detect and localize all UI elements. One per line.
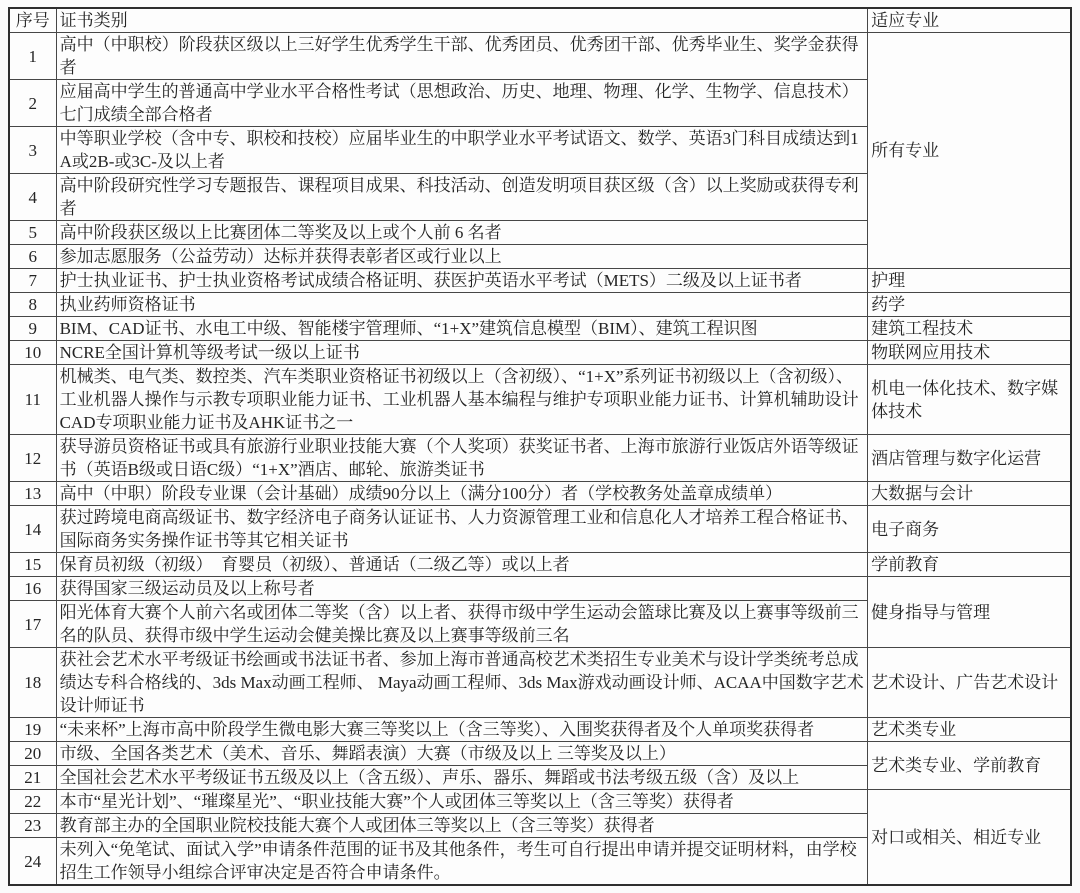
- row-number-cell: 12: [9, 435, 56, 482]
- header-cert: 证书类别: [56, 8, 868, 33]
- major-cell: 艺术类专业、学前教育: [868, 742, 1071, 790]
- row-number-cell: 10: [9, 341, 56, 365]
- major-cell: 学前教育: [868, 553, 1071, 577]
- certificate-cell: BIM、CAD证书、水电工中级、智能楼宇管理师、“1+X”建筑信息模型（BIM）、建筑工程识图: [56, 317, 868, 341]
- row-number-cell: 21: [9, 766, 56, 790]
- header-num: 序号: [9, 8, 56, 33]
- certificate-cell: 高中（中职校）阶段获区级以上三好学生优秀学生干部、优秀团员、优秀团干部、优秀毕业生、奖学金获得者: [56, 33, 868, 80]
- table-row: [9, 269, 1071, 293]
- table-row: [9, 341, 1071, 365]
- table-row: [9, 482, 1071, 506]
- row-number-cell: 14: [9, 506, 56, 553]
- major-cell: 电子商务: [868, 506, 1071, 553]
- major-cell: 机电一体化技术、数字媒体技术: [868, 365, 1071, 435]
- table-row: [9, 293, 1071, 317]
- table-row: [9, 506, 1071, 553]
- major-cell: 大数据与会计: [868, 482, 1071, 506]
- table-header-row: [9, 8, 1071, 33]
- header-major: 适应专业: [868, 8, 1071, 33]
- row-number-cell: 16: [9, 577, 56, 601]
- row-number-cell: 24: [9, 838, 56, 886]
- row-number-cell: 9: [9, 317, 56, 341]
- certificate-cell: 护士执业证书、护士执业资格考试成绩合格证明、获医护英语水平考试（METS）二级及以上证书者: [56, 269, 868, 293]
- major-cell: 健身指导与管理: [868, 577, 1071, 648]
- row-number-cell: 1: [9, 33, 56, 80]
- major-cell: 酒店管理与数字化运营: [868, 435, 1071, 482]
- row-number-cell: 3: [9, 127, 56, 174]
- major-cell: 建筑工程技术: [868, 317, 1071, 341]
- row-number-cell: 15: [9, 553, 56, 577]
- row-number-cell: 8: [9, 293, 56, 317]
- certificate-cell: 教育部主办的全国职业院校技能大赛个人或团体三等奖以上（含三等奖）获得者: [56, 814, 868, 838]
- certificate-cell: 中等职业学校（含中专、职校和技校）应届毕业生的中职学业水平考试语文、数学、英语3门科目成绩达到1A或2B-或3C-及以上者: [56, 127, 868, 174]
- table-row: [9, 790, 1071, 814]
- certificate-cell: 应届高中学生的普通高中学业水平合格性考试（思想政治、历史、地理、物理、化学、生物学、信息技术）七门成绩全部合格者: [56, 80, 868, 127]
- row-number-cell: 17: [9, 601, 56, 648]
- major-cell: 护理: [868, 269, 1071, 293]
- table-row: [9, 577, 1071, 601]
- certificate-cell: 阳光体育大赛个人前六名或团体二等奖（含）以上者、获得市级中学生运动会篮球比赛及以上赛事等级前三名的队员、获得市级中学生运动会健美操比赛及以上赛事等级前三名: [56, 601, 868, 648]
- row-number-cell: 4: [9, 174, 56, 221]
- certificate-cell: 获社会艺术水平考级证书绘画或书法证书者、参加上海市普通高校艺术类招生专业美术与设计学类统考总成绩达专科合格线的、3ds Max动画工程师、 Maya动画工程师、3ds Max游戏动画设计师、ACAA中国数字艺术设计师证书: [56, 648, 868, 718]
- row-number-cell: 13: [9, 482, 56, 506]
- major-cell: 药学: [868, 293, 1071, 317]
- certificate-cell: 高中（中职）阶段专业课（会计基础）成绩90分以上（满分100分）者（学校教务处盖章成绩单）: [56, 482, 868, 506]
- major-cell: 艺术设计、广告艺术设计: [868, 648, 1071, 718]
- certificate-cell: 保育员初级（初级） 育婴员（初级）、普通话（二级乙等）或以上者: [56, 553, 868, 577]
- certificate-cell: NCRE全国计算机等级考试一级以上证书: [56, 341, 868, 365]
- certificate-cell: 参加志愿服务（公益劳动）达标并获得表彰者区或行业以上: [56, 245, 868, 269]
- certificate-cell: 获导游员资格证书或具有旅游行业职业技能大赛（个人奖项）获奖证书者、上海市旅游行业饭店外语等级证书（英语B级或日语C级）“1+X”酒店、邮轮、旅游类证书: [56, 435, 868, 482]
- row-number-cell: 20: [9, 742, 56, 766]
- row-number-cell: 11: [9, 365, 56, 435]
- certificate-table: [8, 7, 1072, 886]
- row-number-cell: 23: [9, 814, 56, 838]
- major-cell: 物联网应用技术: [868, 341, 1071, 365]
- certificate-cell: 高中阶段研究性学习专题报告、课程项目成果、科技活动、创造发明项目获区级（含）以上奖励或获得专利者: [56, 174, 868, 221]
- row-number-cell: 5: [9, 221, 56, 245]
- major-cell: 对口或相关、相近专业: [868, 790, 1071, 886]
- table-row: [9, 648, 1071, 718]
- row-number-cell: 22: [9, 790, 56, 814]
- major-cell: 艺术类专业: [868, 718, 1071, 742]
- table-row: [9, 553, 1071, 577]
- table-row: [9, 435, 1071, 482]
- row-number-cell: 2: [9, 80, 56, 127]
- table-row: [9, 317, 1071, 341]
- certificate-cell: 机械类、电气类、数控类、汽车类职业资格证书初级以上（含初级）、“1+X”系列证书初级以上（含初级）、工业机器人操作与示教专项职业能力证书、工业机器人基本编程与维护专项职业能力证书、计算机辅助设计CAD专项职业能力证书及AHK证书之一: [56, 365, 868, 435]
- row-number-cell: 18: [9, 648, 56, 718]
- table-row: [9, 718, 1071, 742]
- certificate-cell: 未列入“免笔试、面试入学”申请条件范围的证书及其他条件，考生可自行提出申请并提交证明材料，由学校招生工作领导小组综合评审决定是否符合申请条件。: [56, 838, 868, 886]
- certificate-cell: 获得国家三级运动员及以上称号者: [56, 577, 868, 601]
- certificate-cell: 本市“星光计划”、“璀璨星光”、“职业技能大赛”个人或团体三等奖以上（含三等奖）获得者: [56, 790, 868, 814]
- certificate-cell: 执业药师资格证书: [56, 293, 868, 317]
- certificate-cell: 全国社会艺术水平考级证书五级及以上（含五级）、声乐、器乐、舞蹈或书法考级五级（含）及以上: [56, 766, 868, 790]
- table-row: [9, 365, 1071, 435]
- certificate-cell: 获过跨境电商高级证书、数字经济电子商务认证证书、人力资源管理工业和信息化人才培养工程合格证书、国际商务实务操作证书等其它相关证书: [56, 506, 868, 553]
- row-number-cell: 7: [9, 269, 56, 293]
- certificate-cell: 市级、全国各类艺术（美术、音乐、舞蹈表演）大赛（市级及以上 三等奖及以上）: [56, 742, 868, 766]
- table-row: [9, 33, 1071, 80]
- table-row: [9, 742, 1071, 766]
- certificate-cell: “未来杯”上海市高中阶段学生微电影大赛三等奖以上（含三等奖）、入围奖获得者及个人单项奖获得者: [56, 718, 868, 742]
- major-cell: 所有专业: [868, 33, 1071, 269]
- certificate-cell: 高中阶段获区级以上比赛团体二等奖及以上或个人前 6 名者: [56, 221, 868, 245]
- row-number-cell: 6: [9, 245, 56, 269]
- row-number-cell: 19: [9, 718, 56, 742]
